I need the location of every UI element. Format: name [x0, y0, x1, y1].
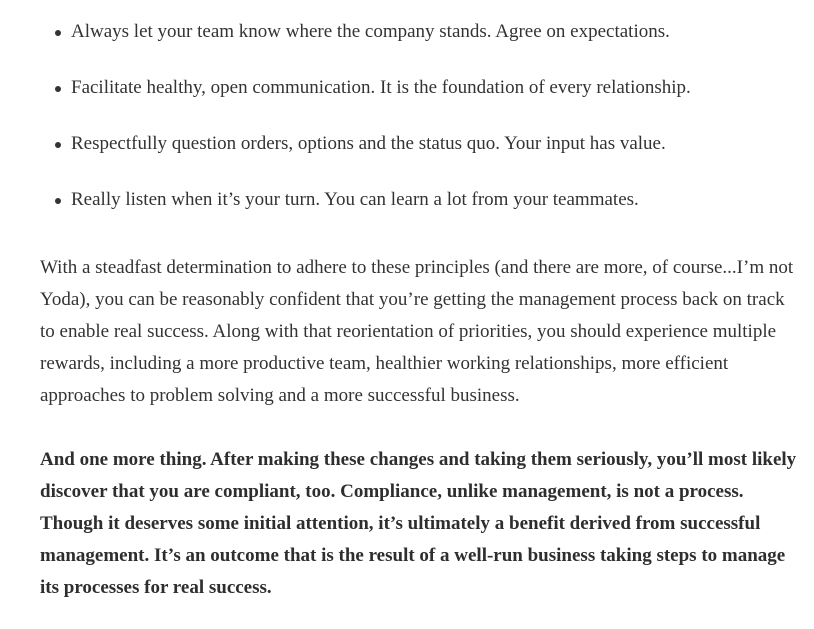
bullet-dot-icon — [55, 86, 61, 92]
list-item-text: Facilitate healthy, open communication. It is the foundation of every relationship. — [71, 77, 691, 98]
bullet-dot-icon — [55, 142, 61, 148]
article-body — [40, 0, 800, 604]
list-item — [40, 76, 800, 100]
bullet-dot-icon — [55, 198, 61, 204]
list-item-text: Respectfully question orders, options and the status quo. Your input has value. — [71, 133, 666, 154]
list-item — [40, 188, 800, 212]
list-item — [40, 20, 800, 44]
bullet-dot-icon — [55, 30, 61, 36]
list-item-text: Really listen when it’s your turn. You can learn a lot from your teammates. — [71, 189, 639, 210]
closing-paragraph: And one more thing. After making these changes and taking them seriously, you’ll most likely discover that you are compliant, too. Compliance, unlike management, is not a process. Though it deserves some initial attention, it’s ultimately a benefit derived from successful management. It’s an outcome that is the result of a well-run business taking steps to manage its processes for real success. — [40, 449, 797, 598]
principles-paragraph: With a steadfast determination to adhere to these principles (and there are more, of course...I’m not Yoda), you can be reasonably confident that you’re getting the management process back on track to enable real success. Along with that reorientation of priorities, you should experience multiple rewards, including a more productive team, healthier working relationships, more efficient approaches to problem solving and a more successful business. — [40, 257, 794, 406]
bullet-list — [40, 20, 800, 212]
list-item — [40, 132, 800, 156]
list-item-text: Always let your team know where the company stands. Agree on expectations. — [71, 21, 670, 42]
